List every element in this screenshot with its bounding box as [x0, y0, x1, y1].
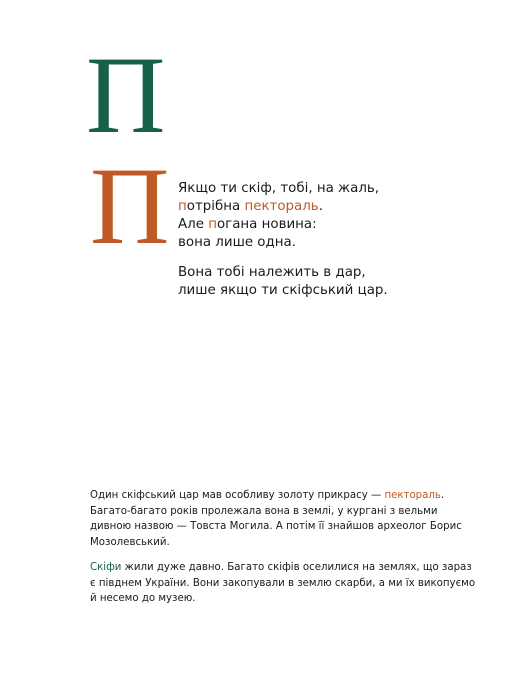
- highlighted-word-pectoral: пектораль: [244, 199, 319, 214]
- prose-text: .: [440, 490, 445, 501]
- highlighted-letter: п: [178, 199, 187, 214]
- prose-line: є півднем України. Вони закопували в землю скарби, а ми їх викопуємо: [90, 577, 476, 589]
- decorative-letter-pe-orange: П: [90, 145, 170, 267]
- prose-line: [90, 560, 502, 576]
- poem-line: [178, 216, 498, 234]
- poem-line: Якщо ти скіф, тобі, на жаль,: [178, 181, 380, 196]
- prose-text: Один скіфський цар мав особливу золоту прикрасу —: [90, 490, 385, 501]
- highlighted-word-pectoral: пектораль: [384, 490, 441, 501]
- poem: [178, 180, 498, 300]
- poem-line: Вона тобі належить в дар,: [178, 265, 366, 280]
- poem-line: вона лише одна.: [178, 235, 296, 250]
- decorative-letter-pe-green: П: [86, 34, 166, 156]
- poem-line: лише якщо ти скіфський цар.: [178, 283, 388, 298]
- prose-line: [90, 488, 502, 504]
- highlighted-letter: п: [208, 217, 217, 232]
- poem-stanza-2: [178, 264, 498, 300]
- prose-line: Мозолевський.: [90, 536, 170, 548]
- prose-line: Багато-багато років пролежала вона в землі, у кургані з вельми: [90, 505, 438, 517]
- prose-paragraph-1: [90, 488, 502, 550]
- prose-line: й несемо до музею.: [90, 593, 196, 604]
- poem-text: .: [318, 199, 323, 214]
- highlighted-word-scythians: Скіфи: [90, 562, 122, 573]
- prose-text: [90, 488, 502, 607]
- poem-text: отрібна: [186, 199, 245, 214]
- poem-line: [178, 198, 498, 216]
- prose-text: жили дуже давно. Багато скіфів оселилися на землях, що зараз: [121, 562, 472, 573]
- poem-text: огана новина:: [216, 217, 317, 232]
- poem-stanza-1: [178, 180, 498, 252]
- prose-paragraph-2: [90, 560, 502, 607]
- prose-line: дивною назвою — Товста Могила. А потім її знайшов археолог Борис: [90, 521, 462, 532]
- poem-text: Але: [178, 217, 209, 232]
